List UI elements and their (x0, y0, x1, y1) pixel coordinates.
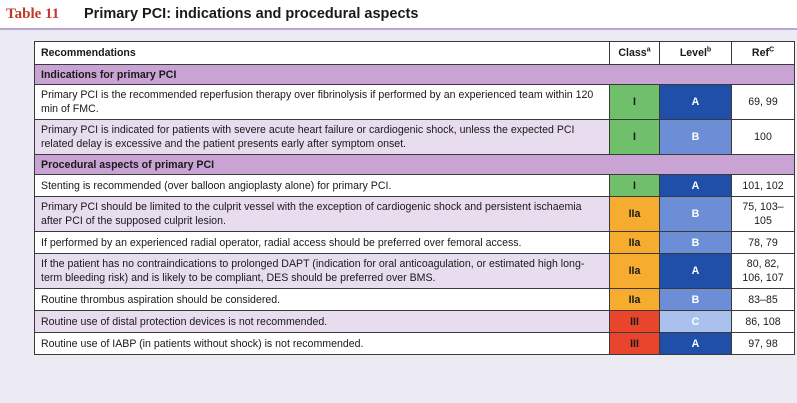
table-row (35, 289, 795, 311)
recommendation-text: Routine use of IABP (in patients without shock) is not recommended. (35, 333, 610, 355)
table-row (35, 333, 795, 355)
table-row (35, 197, 795, 232)
level-cell: B (660, 197, 732, 232)
class-cell: I (610, 85, 660, 120)
header-recommendations: Recommendations (35, 42, 610, 65)
level-cell: B (660, 120, 732, 155)
class-cell: I (610, 175, 660, 197)
table-title-bar (0, 0, 797, 28)
table-title: Primary PCI: indications and procedural aspects (84, 6, 419, 22)
class-cell: I (610, 120, 660, 155)
header-level: Level$^b$ (660, 42, 732, 65)
recommendation-text: Primary PCI is indicated for patients with severe acute heart failure or cardiogenic shock, unless the expected PCI related delay is excessive and the patient presents early after symptom onset. (35, 120, 610, 155)
level-cell: A (660, 85, 732, 120)
level-cell: B (660, 289, 732, 311)
class-cell: IIa (610, 289, 660, 311)
class-cell: IIa (610, 254, 660, 289)
class-cell: III (610, 311, 660, 333)
table-frame (0, 28, 797, 403)
level-cell: B (660, 232, 732, 254)
header-class: Class$^a$ (610, 42, 660, 65)
class-cell: III (610, 333, 660, 355)
ref-cell: 86, 108 (732, 311, 795, 333)
recommendation-text: If the patient has no contraindications to prolonged DAPT (indication for oral anticoagulation, or estimated high long-term bleeding risk) and is likely to be compliant, DES should be preferred over BMS. (35, 254, 610, 289)
level-cell: C (660, 311, 732, 333)
section-heading-row (35, 65, 795, 85)
recommendations-table (34, 41, 795, 355)
table-row (35, 175, 795, 197)
level-cell: A (660, 254, 732, 289)
ref-cell: 75, 103–105 (732, 197, 795, 232)
level-cell: A (660, 175, 732, 197)
table-number: Table 11 (6, 5, 60, 22)
ref-cell: 80, 82, 106, 107 (732, 254, 795, 289)
table-row (35, 311, 795, 333)
table-row (35, 232, 795, 254)
table-row (35, 254, 795, 289)
recommendation-text: Routine thrombus aspiration should be considered. (35, 289, 610, 311)
level-cell: A (660, 333, 732, 355)
recommendation-text: Primary PCI should be limited to the culprit vessel with the exception of cardiogenic shock and persistent ischaemia after PCI of the supposed culprit lesion. (35, 197, 610, 232)
class-cell: IIa (610, 197, 660, 232)
ref-cell: 83–85 (732, 289, 795, 311)
table-row (35, 85, 795, 120)
ref-cell: 69, 99 (732, 85, 795, 120)
table-row (35, 120, 795, 155)
section-heading: Indications for primary PCI (35, 65, 795, 85)
section-heading: Procedural aspects of primary PCI (35, 155, 795, 175)
header-ref: Ref$^C$ (732, 42, 795, 65)
ref-cell: 97, 98 (732, 333, 795, 355)
ref-cell: 78, 79 (732, 232, 795, 254)
recommendation-text: Primary PCI is the recommended reperfusion therapy over fibrinolysis if performed by an experienced team within 120 min of FMC. (35, 85, 610, 120)
recommendation-text: If performed by an experienced radial operator, radial access should be preferred over femoral access. (35, 232, 610, 254)
header-row (35, 42, 795, 65)
class-cell: IIa (610, 232, 660, 254)
section-heading-row (35, 155, 795, 175)
recommendation-text: Routine use of distal protection devices is not recommended. (35, 311, 610, 333)
recommendation-text: Stenting is recommended (over balloon angioplasty alone) for primary PCI. (35, 175, 610, 197)
ref-cell: 101, 102 (732, 175, 795, 197)
ref-cell: 100 (732, 120, 795, 155)
